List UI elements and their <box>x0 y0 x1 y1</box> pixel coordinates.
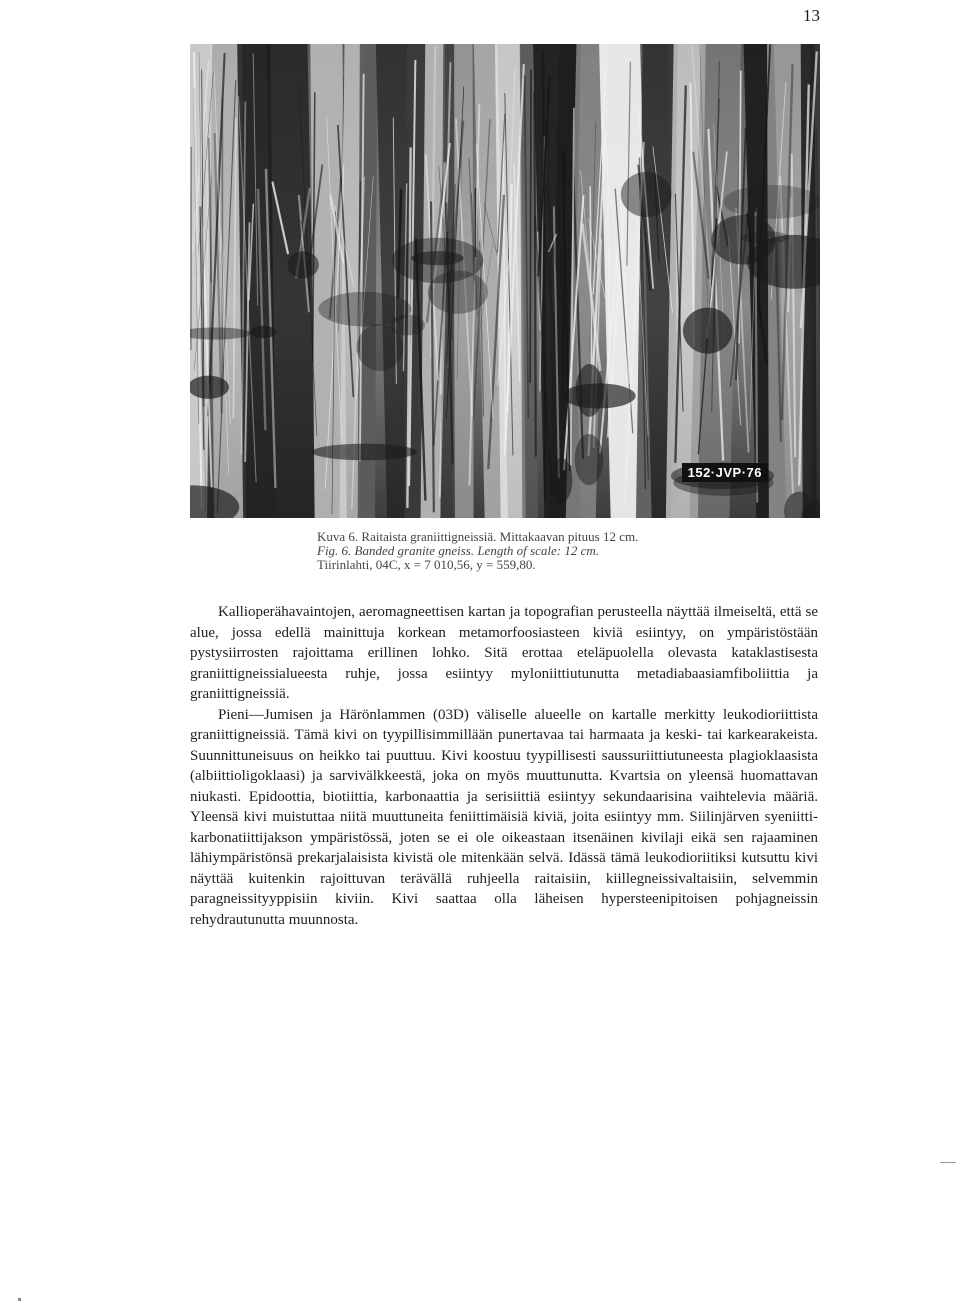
rock-shadow <box>312 444 417 461</box>
rock-shadow <box>249 326 276 338</box>
rock-streak <box>534 92 535 457</box>
margin-mark <box>940 1162 956 1163</box>
rock-shadow <box>550 458 572 503</box>
rock-shadow <box>392 238 484 284</box>
caption-english: Fig. 6. Banded granite gneiss. Length of scale: 12 cm. <box>317 543 599 558</box>
caption-finnish: Kuva 6. Raitaista graniittigneissiä. Mittakaavan pituus 12 cm. <box>317 529 639 544</box>
rock-outcrop-photo <box>190 44 820 518</box>
rock-shadow <box>740 231 789 244</box>
photo-canvas <box>190 44 820 518</box>
paragraph-2: Pieni—Jumisen ja Härönlammen (03D) väliselle alueelle on kartalle merkitty leukodioriittista graniittigneissiä. Tämä kivi on tyypillisimmillään punertavaa tai harmaata ja keski- tai karkearakeista. Suunnittuneisuus on heikko tai puuttuu. Kivi koostuu tyypillisesti saussuriittiutuneesta plagioklaasista (albiittioligoklaasi) ja sarvivälkkeestä, joka on myös muuttunutta. Kvartsia on yleensä huomattavan niukasti. Epidoottia, biotiittia, karbonaattia ja serisiittiä esiintyy sekundaarisina vaihtelevia määriä. Yleensä kivi muistuttaa niitä muuttuneita feniittimäisiä kiviä, joita esiintyy mm. Siilinjärven syeniitti-karbonatiittijakson ympäristössä, joten se ei ole oikeastaan itsenäinen kivilaji eikä sen rajaaminen lähiympäristönsä prekarjalaisista kivistä ole mitenkään selvä. Idässä tämä leukodioriitiksi kutsuttu kivi näyttää kuitenkin rajoittuvan terävällä ruhjeella raitaisiin, kiillegneissivaltaisiin, selvemmin paragneissityyppisiin kiviin. Kivi saattaa olla läheisen hypersteenipitoisen pohjagneissin rehydrautunutta muunnosta. <box>190 706 818 928</box>
scan-dot <box>18 1298 21 1301</box>
photo-scale-label: 152·JVP·76 <box>682 463 768 482</box>
rock-shadow <box>575 434 604 485</box>
caption-location: Tiirinlahti, 04C, x = 7 010,56, y = 559,80. <box>317 557 536 572</box>
paragraph-1: Kallioperähavaintojen, aeromagneettisen kartan ja topografian perusteella näyttää ilmeiseltä, että se alue, jossa edellä mainittuja korkean metamorfoosiasteen kiviä esiintyy, on ympäristöstään pystysiirrosten rajoittama erillinen lohko. Sitä erottaa eteläpuolella olevasta kataklastisesta graniittigneissialueesta ruhje, jossa esiintyy myloniittiutunutta metadiabaasiamfiboliittia ja graniittigneissiä. <box>190 604 818 702</box>
rock-shadow <box>390 315 425 336</box>
page-number: 13 <box>803 6 820 25</box>
rock-shadow <box>723 185 820 219</box>
body-text <box>190 602 818 930</box>
rock-shadow <box>683 308 732 354</box>
rock-shadow <box>287 251 318 278</box>
rock-shadow <box>621 172 672 217</box>
rock-shadow <box>576 364 603 417</box>
figure-caption <box>317 530 638 572</box>
rock-streak <box>530 70 531 383</box>
